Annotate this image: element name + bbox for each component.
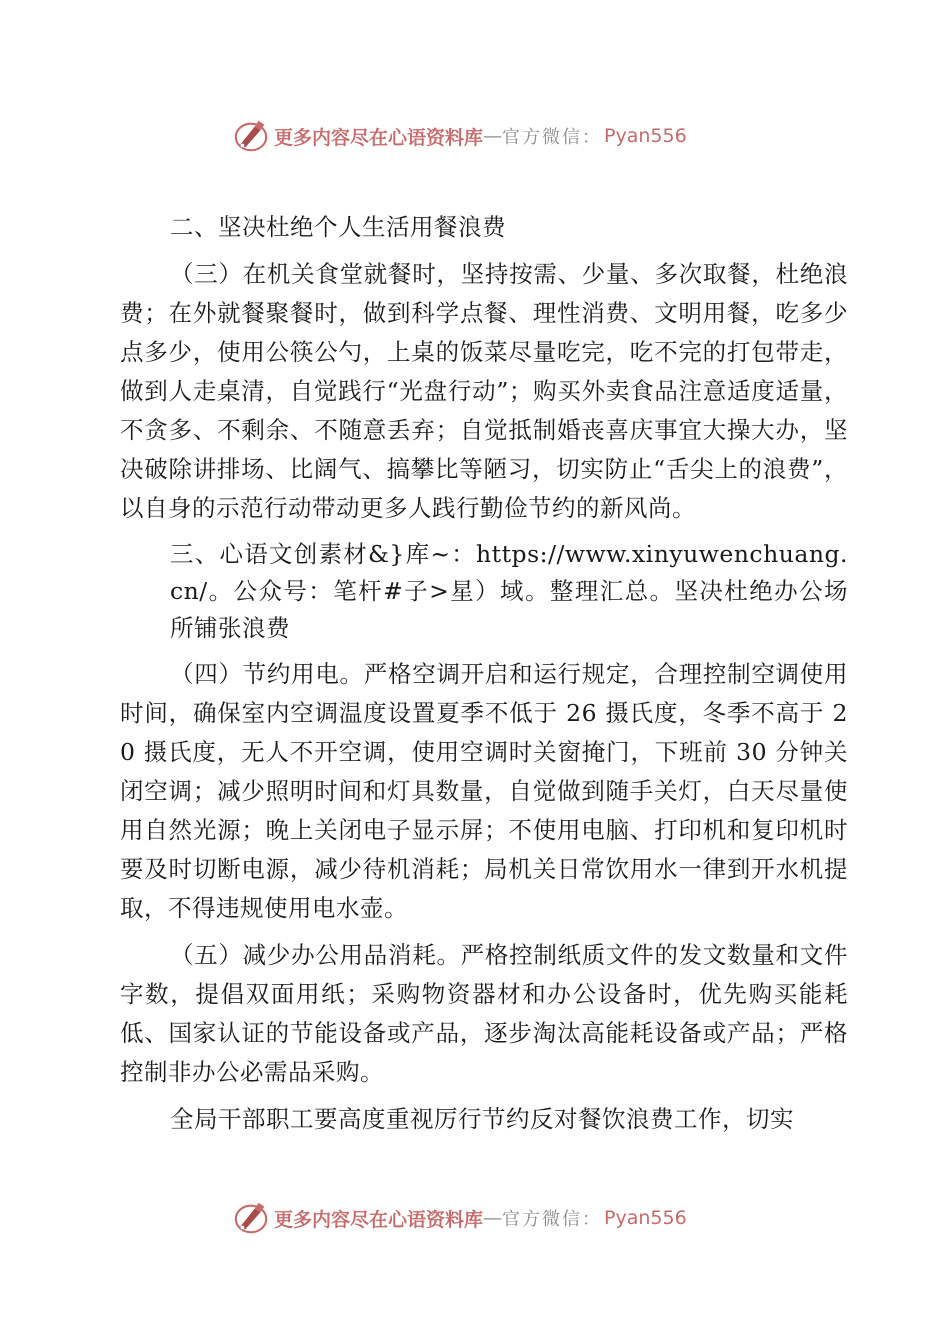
banner-site-text: 更多内容尽在心语资料库 bbox=[274, 1208, 484, 1231]
section2-heading: 二、坚决杜绝个人生活用餐浪费 bbox=[170, 213, 506, 241]
paragraph-3: （三）在机关食堂就餐时，坚持按需、少量、多次取餐，杜绝浪费；在外就餐聚餐时，做到科学点餐、理性消费、文明用餐，吃多少点多少，使用公筷公勺，上桌的饭菜尽量吃完，吃不完的打包带走，做到人走桌清，自觉践行“光盘行动”；购买外卖食品注意适度适量，不贪多、不剩余、不随意丢弃；自觉抵制婚丧喜庆事宜大操大办，坚决破除讲排场、比阔气、搞攀比等陋习，切实防止“舌尖上的浪费”，以自身的示范行动带动更多人践行勤俭节约的新风尚。 bbox=[120, 260, 848, 522]
banner-contact-label: 官方微信： bbox=[502, 1209, 603, 1230]
paragraph-5: （五）减少办公用品消耗。严格控制纸质文件的发文数量和文件字数，提倡双面用纸；采购物资器材和办公设备时，优先购买能耗低、国家认证的节能设备或产品，逐步淘汰高能耗设备或产品；严格控制非办公必需品采购。 bbox=[120, 941, 848, 1086]
document-body bbox=[120, 208, 848, 1139]
spacer bbox=[120, 928, 848, 936]
banner-dash: — bbox=[483, 125, 503, 147]
paragraph-6: 全局干部职工要高度重视厉行节约反对餐饮浪费工作，切实 bbox=[170, 1105, 794, 1133]
spacer bbox=[120, 1092, 848, 1100]
banner-contact-label: 官方微信： bbox=[502, 127, 603, 148]
footer-banner bbox=[232, 1198, 687, 1238]
pen-logo-icon bbox=[232, 1199, 270, 1237]
banner-dash: — bbox=[483, 1207, 503, 1229]
spacer bbox=[120, 247, 848, 255]
spacer bbox=[120, 647, 848, 655]
banner-contact-id: Pyan556 bbox=[604, 125, 687, 147]
header-banner bbox=[232, 116, 687, 156]
banner-contact-id: Pyan556 bbox=[604, 1207, 687, 1229]
banner-site-text: 更多内容尽在心语资料库 bbox=[274, 126, 484, 149]
paragraph-4: （四）节约用电。严格空调开启和运行规定，合理控制空调使用时间，确保室内空调温度设置夏季不低于 26 摄氏度，冬季不高于 20 摄氏度，无人不开空调，使用空调时关窗掩门，下班前 30 分钟关闭空调；减少照明时间和灯具数量，自觉做到随手关灯，白天尽量使用自然光源；晚上关闭电子显示屏；不使用电脑、打印机和复印机时要及时切断电源，减少待机消耗；局机关日常饮用水一律到开水机提取，不得违规使用电水壶。 bbox=[120, 660, 848, 922]
pen-logo-icon bbox=[232, 117, 270, 155]
section3-heading: 三、心语文创素材&}库~：https://www.xinyuwenchuang.cn/。公众号：笔杆#子>星）域。整理汇总。坚决杜绝办公场所铺张浪费 bbox=[170, 540, 848, 642]
